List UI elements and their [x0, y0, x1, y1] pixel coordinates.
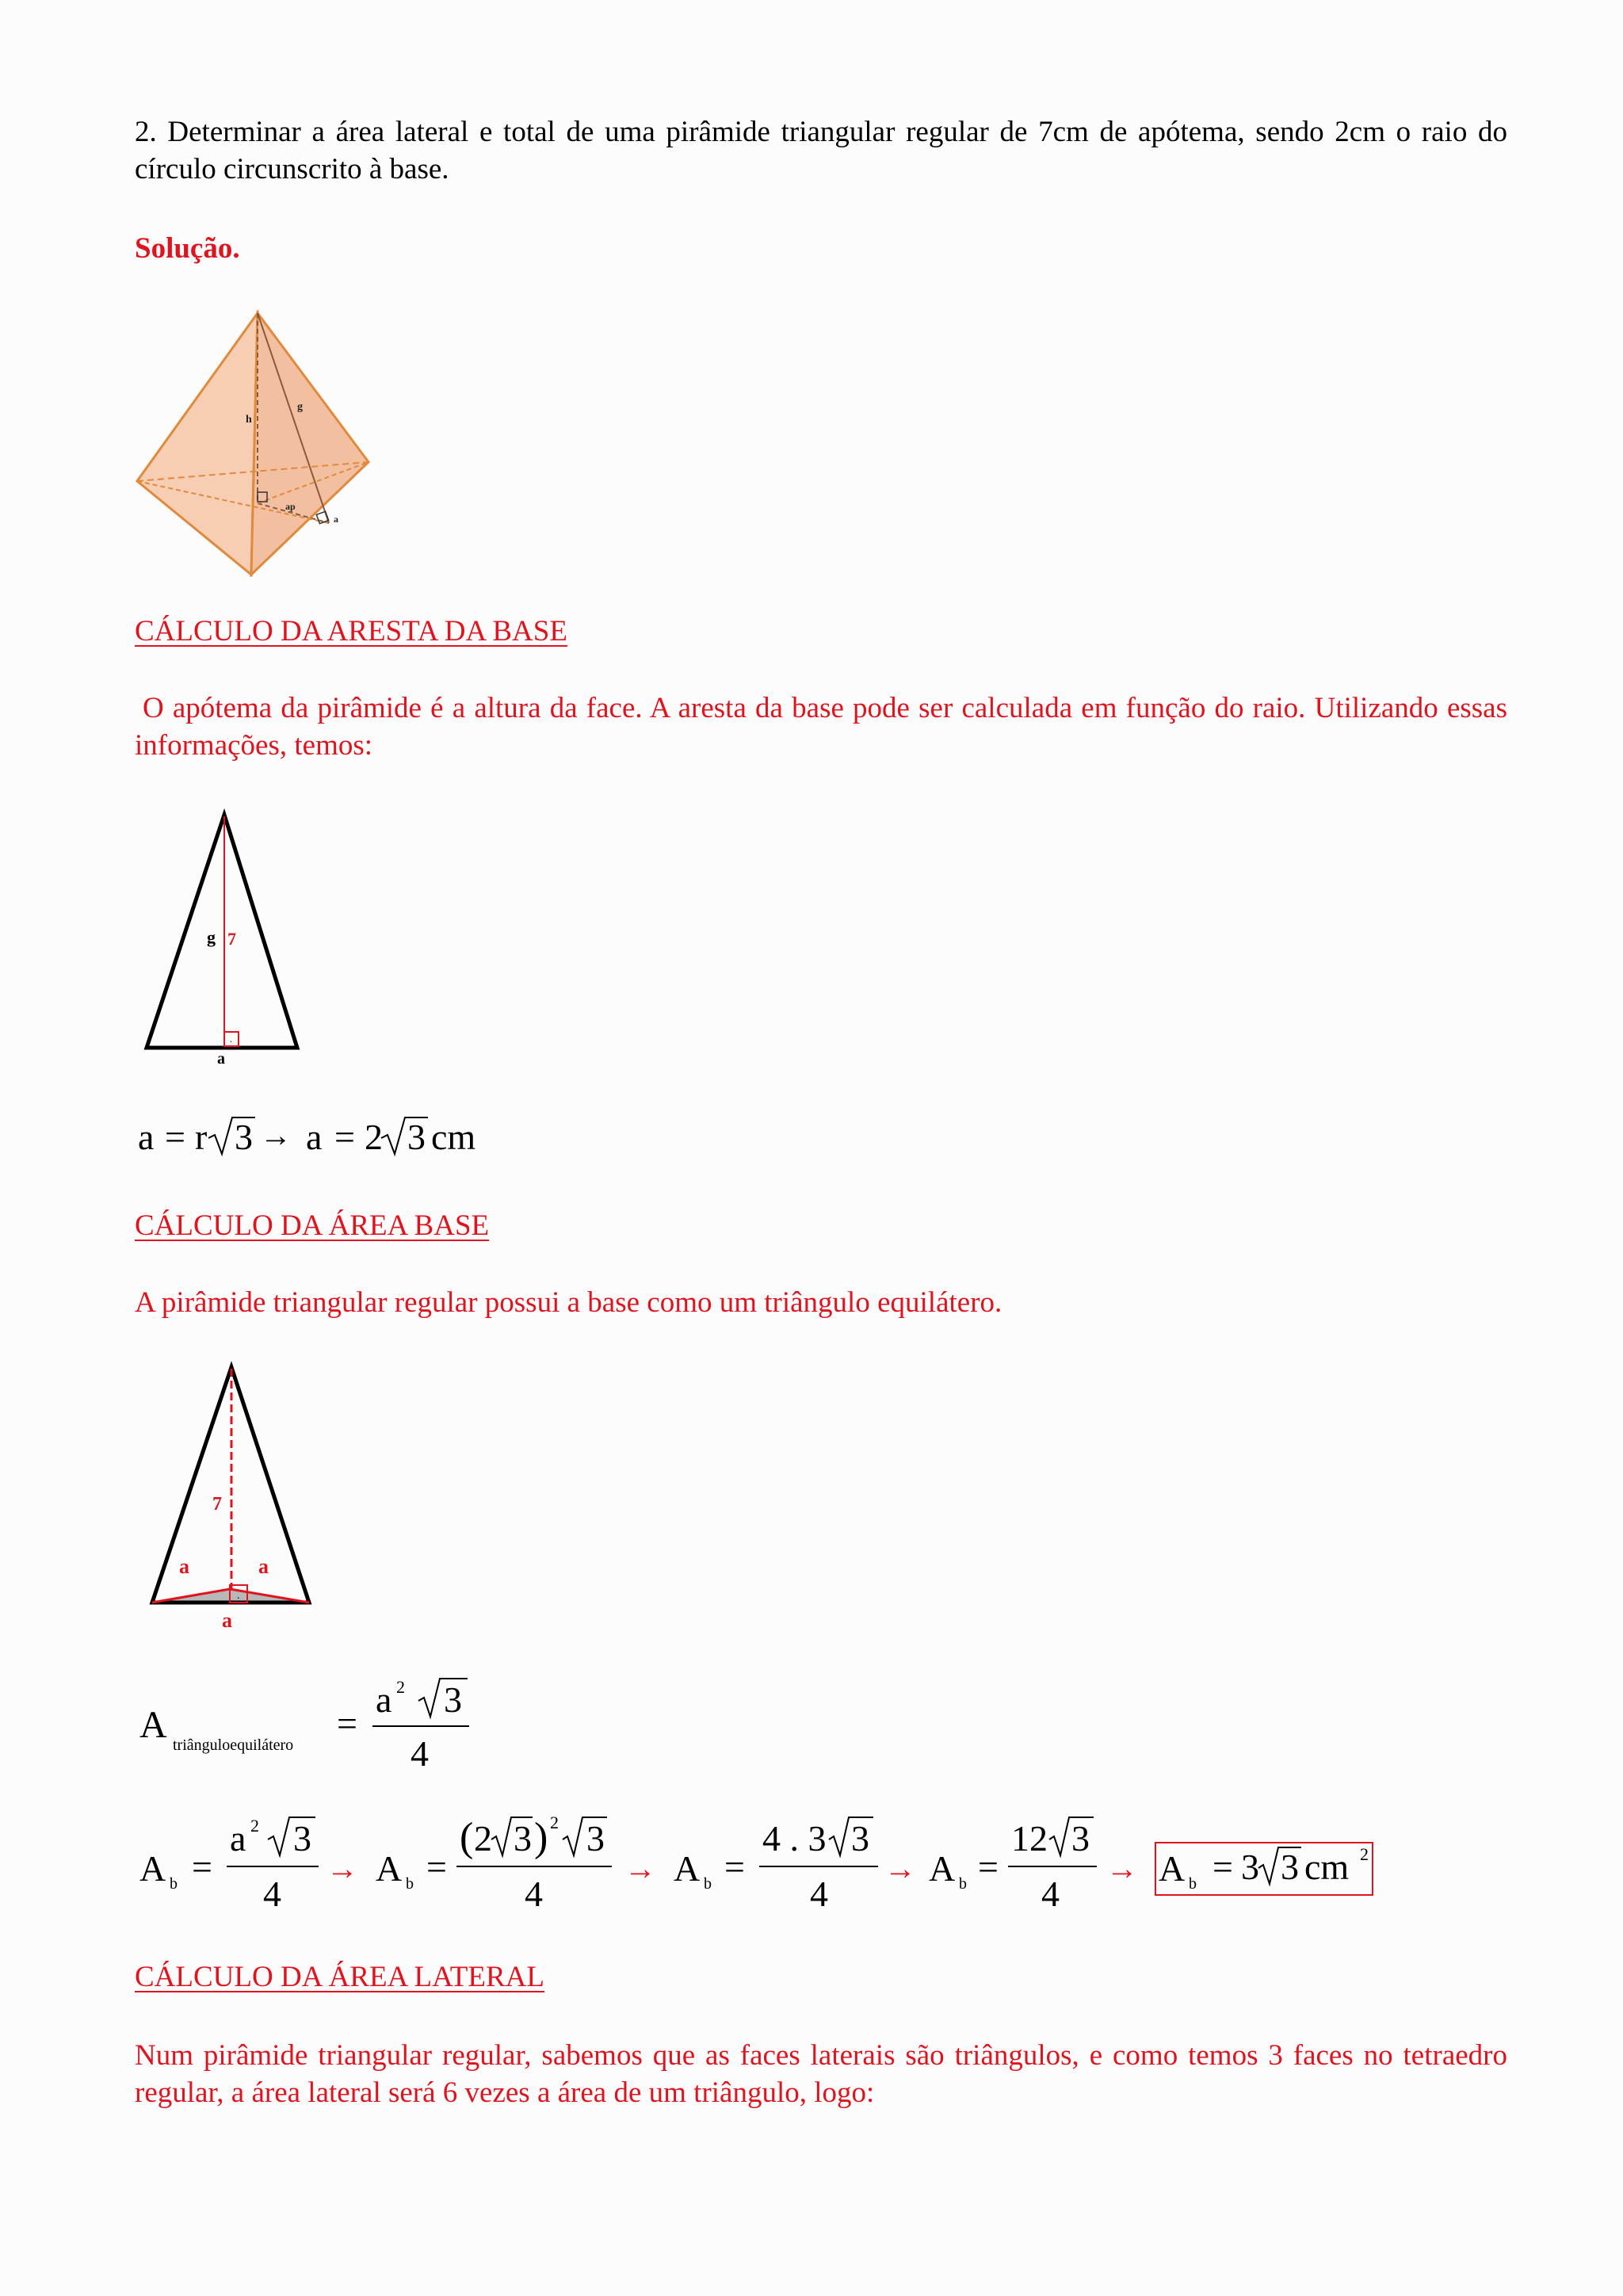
base-label-a-bottom: a [222, 1609, 232, 1632]
formula-a-2: a [306, 1117, 323, 1157]
f2-s1-den: 4 [263, 1874, 281, 1914]
edge-formula [135, 1110, 507, 1165]
equilateral-area-formula [135, 1672, 483, 1783]
f2-s1-sq: 2 [250, 1816, 259, 1836]
f1-A: A [139, 1704, 167, 1746]
base-label-7: 7 [212, 1494, 222, 1515]
formula-r: r [195, 1117, 208, 1157]
f2-Ab-2: A [376, 1848, 403, 1889]
pyramid-label-ap: ap [285, 501, 296, 512]
f1-num-sq: 2 [396, 1677, 405, 1697]
f2-s1-a: a [230, 1818, 246, 1859]
heading-base-area: CÁLCULO DA ÁREA BASE [135, 1209, 490, 1242]
f1-subscript: triânguloequilátero [173, 1736, 294, 1754]
formula-three: 3 [235, 1117, 253, 1157]
edge-paragraph: O apótema da pirâmide é a altura da face. A aresta da base pode ser calculada em função do raio. Utilizando essas informações, temos: [135, 692, 1507, 762]
base-triangle-figure [143, 1359, 321, 1633]
pyramid-label-g: g [297, 401, 303, 413]
pyramid-label-a: a [334, 514, 338, 525]
f2-b-4: b [959, 1875, 967, 1893]
face-label-7: 7 [227, 929, 236, 949]
f2-Ab-1: A [139, 1848, 166, 1889]
lateral-area-paragraph: Num pirâmide triangular regular, sabemos que as faces laterais são triângulos, e como temos 3 faces no tetraedro regular, a área lateral será 6 vezes a área de um triângulo, logo: [135, 2039, 1507, 2109]
f2-eq-1: = [192, 1847, 212, 1887]
f2-b-1: b [170, 1875, 178, 1893]
f1-den: 4 [411, 1733, 429, 1774]
heading-lateral-area: CÁLCULO DA ÁREA LATERAL [135, 1961, 544, 1993]
base-dot: . [237, 1590, 240, 1602]
solution-label: Solução. [135, 232, 240, 265]
formula-arrow: → [260, 1117, 292, 1153]
face-dot: . [230, 1033, 232, 1045]
f2-b-2: b [406, 1875, 414, 1893]
formula-three-2: 3 [407, 1117, 426, 1157]
face-label-a: a [217, 1050, 225, 1066]
f2-arrow-1: → [327, 1851, 358, 1886]
f2-s3-den: 4 [810, 1874, 828, 1914]
face-triangle-figure [139, 808, 309, 1066]
pyramid-label-h: h [246, 414, 252, 426]
f2-s2-two: 2 [474, 1818, 492, 1859]
formula-a: a [138, 1117, 155, 1157]
problem-statement: 2. Determinar a área lateral e total de uma pirâmide triangular regular de 7cm de apótema, sendo 2cm o raio do círculo circunscrito à base. [135, 116, 1507, 185]
f2-s1-three: 3 [293, 1818, 311, 1859]
f2-Ab-result: A [1159, 1848, 1186, 1889]
base-label-a-right: a [258, 1555, 269, 1578]
base-area-chain-formula [135, 1811, 1379, 1930]
f2-result-three: 3 [1281, 1847, 1299, 1887]
f2-s4-den: 4 [1041, 1874, 1060, 1914]
f2-arrow-3: → [884, 1851, 916, 1886]
formula-eq: = [165, 1117, 185, 1157]
f2-s2-three-b: 3 [586, 1818, 605, 1859]
f1-eq: = [337, 1703, 357, 1744]
f2-eq-3: = [724, 1847, 745, 1887]
f2-b-3: b [704, 1875, 712, 1893]
heading-edge: CÁLCULO DA ARESTA DA BASE [135, 615, 567, 648]
f2-arrow-2: → [624, 1851, 656, 1886]
f2-eq-4: = [978, 1847, 999, 1887]
formula-two: 2 [365, 1117, 383, 1157]
f2-arrow-4: → [1106, 1851, 1138, 1886]
f2-eq-result: = [1212, 1847, 1233, 1887]
f2-s4-three: 3 [1071, 1818, 1090, 1859]
f2-s3-three: 3 [851, 1818, 869, 1859]
f1-num-three: 3 [444, 1679, 462, 1720]
f2-s3-num: 4 . 3 [762, 1818, 827, 1859]
f2-Ab-3: A [674, 1848, 701, 1889]
f1-num-a: a [376, 1679, 392, 1720]
base-label-a-left: a [179, 1555, 189, 1578]
f2-eq-2: = [426, 1847, 447, 1887]
f2-s2-three: 3 [514, 1818, 532, 1859]
f2-s2-sq: 2 [550, 1813, 559, 1832]
pyramid-figure [131, 305, 376, 579]
f2-s4-num: 12 [1011, 1818, 1048, 1859]
face-label-g: g [207, 927, 216, 947]
f2-s2-den: 4 [525, 1874, 543, 1914]
formula-unit: cm [431, 1117, 476, 1157]
f2-s2-close: ) [534, 1815, 548, 1860]
f2-result-coef: 3 [1241, 1847, 1259, 1887]
base-area-paragraph: A pirâmide triangular regular possui a base como um triângulo equilátero. [135, 1286, 1002, 1319]
f2-result-unit: cm [1304, 1847, 1350, 1887]
f2-Ab-4: A [929, 1848, 956, 1889]
f2-b-result: b [1189, 1875, 1197, 1893]
f2-result-sq: 2 [1360, 1844, 1369, 1864]
f2-s2-open: ( [460, 1815, 474, 1860]
formula-eq-2: = [334, 1117, 355, 1157]
